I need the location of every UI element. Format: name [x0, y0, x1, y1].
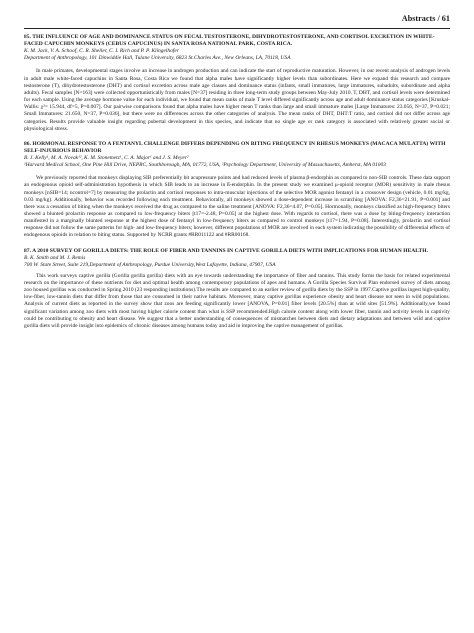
- abstract-body: We previously reported that monkeys displaying SIB preferentially bit acupressure points and had reduced levels of plasma β-endorphin as compared to non-SIB controls. These data support an endogenous opioid self-administration hypothesis in which SIB leads to an increase in ß-endorphin. In the present study we examined μ-opioid receptor (MOR) sensitivity in male rhesus monkeys [nSIB=14; ncontrol=7] by measuring the prolactin and cortisol responses to intra-muscular injections of the selective MOR agonist fentanyl in a crossover design (vehicle, 0.01 mg/kg, 0.03 mg/kg). Additionally, behavior was recorded following each treatment. Behaviorally, all monkeys showed a dose-dependent increase in scratching [ANOVA: F2,36=21.91, P=0.001] and there was a cessation of biting when the monkeys received the drug as compared to the saline treatment [ANOVA: F2,36=4.07, P=0.05]. Hormonally, monkeys classified as high-frequency biters showed a blunted prolactin response as compared to low-frequency biters [t17=-2.48, P=0.05] at the highest dose. With regards to cortisol, there was a dose by biting-frequency interaction manifested in a marginally blunted response at the highest dose of fentanyl in low-frequency biters as compared to control monkeys [t17=1.94, P=0.08]. Interestingly, prolactin and cortisol response did not follow the same patterns for high- and low-frequency biters; however, different populations of MOR are involved in each system indicating the possibility of differential effects of endogenous opioids in relation to biting status. Supported by NCRR grants #RR011122 and #RR00168.: [24, 175, 450, 239]
- abstract-title: 87. A 2010 SURVEY OF GORILLA DIETS: THE ROLE OF FIBER AND TANNINS IN CAPTIVE GORILLA DIETS WITH IMPLICATIONS FOR HUMAN HEALTH.: [24, 247, 428, 254]
- running-header: Abstracts / 61: [24, 14, 450, 29]
- abstract-authors: B. J. Kelly¹, M. A. Novak¹², K. M. Stonemetz¹, C. A. Major¹ and J. S. Meyer²: [24, 155, 189, 162]
- abstract-title: 86. HORMONAL RESPONSE TO A FENTANYL CHALLENGE DIFFERS DEPENDING ON BITING FREQUENCY IN RHESUS MONKEYS (MACACA MULATTA) WITH SELF-INJURIOUS BEHAVIOR: [24, 140, 446, 155]
- abstract-authors: K. M. Jack, V. A. Schoof, C. R. Sheller, C. I. Rich and P. P. Klingelhofer: [24, 48, 179, 55]
- abstract-85: [24, 34, 450, 133]
- abstract-body: This work surveys captive gorilla (Gorilla gorilla gorilla) diets with an eye towards understanding the importance of fiber and tannins. This study forms the basis for related experimental research on the importance of these nutrients for diet and optimal health among contemporary populations of apes and humans. A Gorilla Species Survival Plan endorsed survey of diets among zoo housed gorillas was conducted in Spring 2010 (23 responding institutions).The results are compared to an earlier review of gorilla diets by the SSP in 1997.Captive gorillas ingest high-quality, low-fiber, low-tannin diets that differ from those that are consumed in their native habitats. Moreover, many captive gorillas experience obesity and heart disease not seen in wild populations. Analysis of current diets as reported in the survey show that zoos are feeding significantly lower [ANOVA, P=0.01] fiber levels [20.5%] than at wild sites [51.9%]. Additionally,we found significant variation among zoo diets with most having higher calorie content than what is SSP recommended.High calorie content along with lower fiber, tannin and activity levels in captivity could be contributing to obesity and heart disease. We suggest that a better understanding of consequences of mismatches between diets and dietary adaptations and between wild and captive gorilla diets will provide insight into epidemics of chronic diseases among humans today and aid in improving the captive management of gorillas.: [24, 272, 450, 329]
- abstract-body: In male primates, developmental stages involve an increase in androgen production and can indicate the start of reproductive maturation. However, in our recent analysis of androgen levels in adult male white-faced capuchins in Santa Rosa, Costa Rica we found that alpha males have significantly higher levels than subordinates. Here we expand this research and compare testosterone (T), dihydrotestosterone (DHT) and cortisol excretion across male age classes and dominance status (infants, small immatures, large immatures, subadults, subordinate and alpha adults). Fecal samples [N=163] were collected opportunistically from males [N=37] residing in three long-term study groups between May-July 2010. T, DHT, and cortisol levels were determined for each sample. Using the average hormone value for each individual, we found that mean ranks of male T level differed significantly across age and adult dominance status categories [Kruskal-Wallis: χ²= 15.944, df=5, P=0.007]. Our pairwise comparisons found that alpha males have higher mean T ranks than large and small immature males [Large Immatures: 23.056, N=37, P=0.021; Small Immatures: 21.650, N=37, P=0.036], but there were no differences across the other categories of analysis. The mean ranks of DHT, DHT:T ratio, and cortisol did not differ across age categories. Results provide valuable insight regarding pubertal development in this species, and indicate that no single age or rank category is associated with relatively greater social or physiological stress.: [24, 68, 450, 132]
- abstract-87: [24, 248, 450, 330]
- abstract-affiliation: Department of Anthropology, 101 Dinwiddie Hall, Tulane University, 6823 St.Charles Ave., New Orleans, LA, 70118, USA: [24, 55, 291, 62]
- abstract-authors: B. K. Smith and M. J. Remis: [24, 254, 86, 261]
- abstract-affiliation: ¹Harvard Medical School, One Pine Hill Drive, NEPRC, Southborough, MA, 01772, USA, ²Psychology Department, University of Massachusetts, Amherst, MA 01003: [24, 162, 386, 169]
- abstract-86: [24, 141, 450, 240]
- abstract-affiliation: 700 W. State Street, Suite 219,Department of Anthropology, Purdue University,West Lafayette, Indiana, 47907, USA: [24, 261, 276, 268]
- abstract-title: 85. THE INFLUENCE OF AGE AND DOMINANCE STATUS ON FECAL TESTOSTERONE, DIHYDROTESTOSTERONE, AND CORTISOL EXCRETION IN WHITE-FACED CAPUCHIN MONKEYS (CEBUS CAPUCINUS) IN SANTA ROSA NATIONAL PARK, COSTA RICA.: [24, 34, 435, 48]
